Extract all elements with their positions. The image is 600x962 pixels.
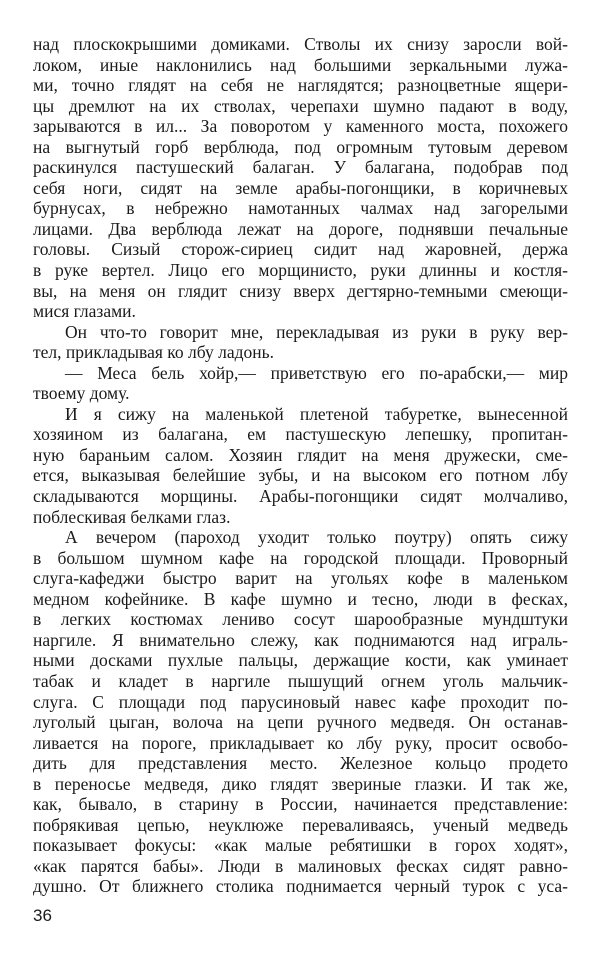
text-line: ными досками пухлые пальцы, держащие кости, как уминает: [33, 650, 568, 671]
text-line: лицами. Два верблюда лежат на дороге, поднявши печальные: [33, 218, 568, 239]
text-line: мися глазами.: [33, 301, 136, 322]
text-line: бурнусах, в небрежно намотанных чалмах над загорелыми: [33, 198, 568, 219]
text-line: слуга. С площади под парусиновый навес кафе проходит по-: [33, 691, 568, 712]
text-line: слуга-кафеджи быстро варит на угольях кофе в маленьком: [33, 568, 568, 589]
text-line: «как парятся бабы». Люди в малиновых фесках сидят равно-: [33, 855, 568, 876]
text-line: локом, иные наклонились над большими зеркальными лужа-: [33, 54, 568, 75]
text-line: в переносье медведя, дико глядят звериные глазки. И так же,: [33, 773, 568, 794]
text-line: Он что-то говорит мне, перекладывая из руки в руку вер-: [65, 321, 568, 342]
text-line: на выгнутый горб верблюда, под огромным тутовым деревом: [33, 136, 568, 157]
paragraph: [33, 404, 568, 527]
text-line: складываются морщины. Арабы-погонщики сидят молчаливо,: [33, 486, 568, 507]
paragraph: [33, 363, 568, 404]
text-line: медном кофейнике. В кафе шумно и тесно, люди в фесках,: [33, 588, 568, 609]
text-line: тел, прикладывая ко лбу ладонь.: [33, 342, 274, 363]
paragraph: [33, 34, 568, 322]
text-line: твоему дому.: [33, 383, 130, 404]
text-line: дить для представления место. Железное кольцо продето: [33, 753, 568, 774]
text-line: ется, выказывая белейшие зубы, и на высоком его потном лбу: [33, 465, 568, 486]
text-line: А вечером (пароход уходит только поутру) опять сижу: [65, 527, 568, 548]
text-line: зарываются в ил... За поворотом у каменного моста, похожего: [33, 116, 568, 137]
text-line: вы, на меня он глядит снизу вверх дегтярно-темными смеющи-: [33, 280, 568, 301]
text-line: душно. От ближнего столика поднимается черный турок с уса-: [33, 876, 568, 897]
text-line: головы. Сизый сторож-сириец сидит над жаровней, держа: [33, 239, 568, 260]
text-line: в легких костюмах лениво сосут шарообразные мундштуки: [33, 609, 568, 630]
text-line: как, бывало, в старину в России, начинается представление:: [33, 794, 568, 815]
text-line: побрякивая цепью, неуклюже переваливаясь, ученый медведь: [33, 814, 568, 835]
text-line: над плоскокрышими домиками. Стволы их снизу заросли вой-: [33, 34, 568, 54]
text-line: в большом шумном кафе на городской площади. Проворный: [33, 547, 568, 568]
text-line: луголый цыган, волоча на цепи ручного медведя. Он останав-: [33, 712, 568, 733]
text-line: раскинулся пастушеский балаган. У балагана, подобрав под: [33, 157, 568, 178]
text-line: поблескивая белками глаз.: [33, 506, 231, 527]
paragraph: [33, 322, 568, 363]
page-number: 36: [33, 906, 52, 925]
text-line: ную бараньим салом. Хозяин глядит на меня дружески, сме-: [33, 444, 568, 465]
text-line: табак и кладет в наргиле пышущий огнем уголь мальчик-: [33, 670, 568, 691]
text-line: цы дремлют на их стволах, черепахи шумно падают в воду,: [33, 95, 568, 116]
text-line: в руке вертел. Лицо его морщинисто, руки длинны и костля-: [33, 260, 568, 281]
paragraph: [33, 527, 568, 897]
text-line: наргиле. Я внимательно слежу, как поднимаются над играль-: [33, 629, 568, 650]
text-line: себя ноги, сидят на земле арабы-погонщики, в коричневых: [33, 177, 568, 198]
text-line: хозяином из балагана, ем пастушескую лепешку, пропитан-: [33, 424, 568, 445]
page-body-text: [33, 34, 568, 897]
text-line: ми, точно глядят на себя не наглядятся; разноцветные ящери-: [33, 75, 568, 96]
text-line: ливается на пороге, прикладывает ко лбу руку, просит освобо-: [33, 732, 568, 753]
text-line: И я сижу на маленькой плетеной табуретке, вынесенной: [65, 403, 568, 424]
text-line: показывает фокусы: «как малые ребятишки в горох ходят»,: [33, 835, 568, 856]
text-line: — Меса бель хойр,— приветствую его по-арабски,— мир: [65, 362, 568, 383]
